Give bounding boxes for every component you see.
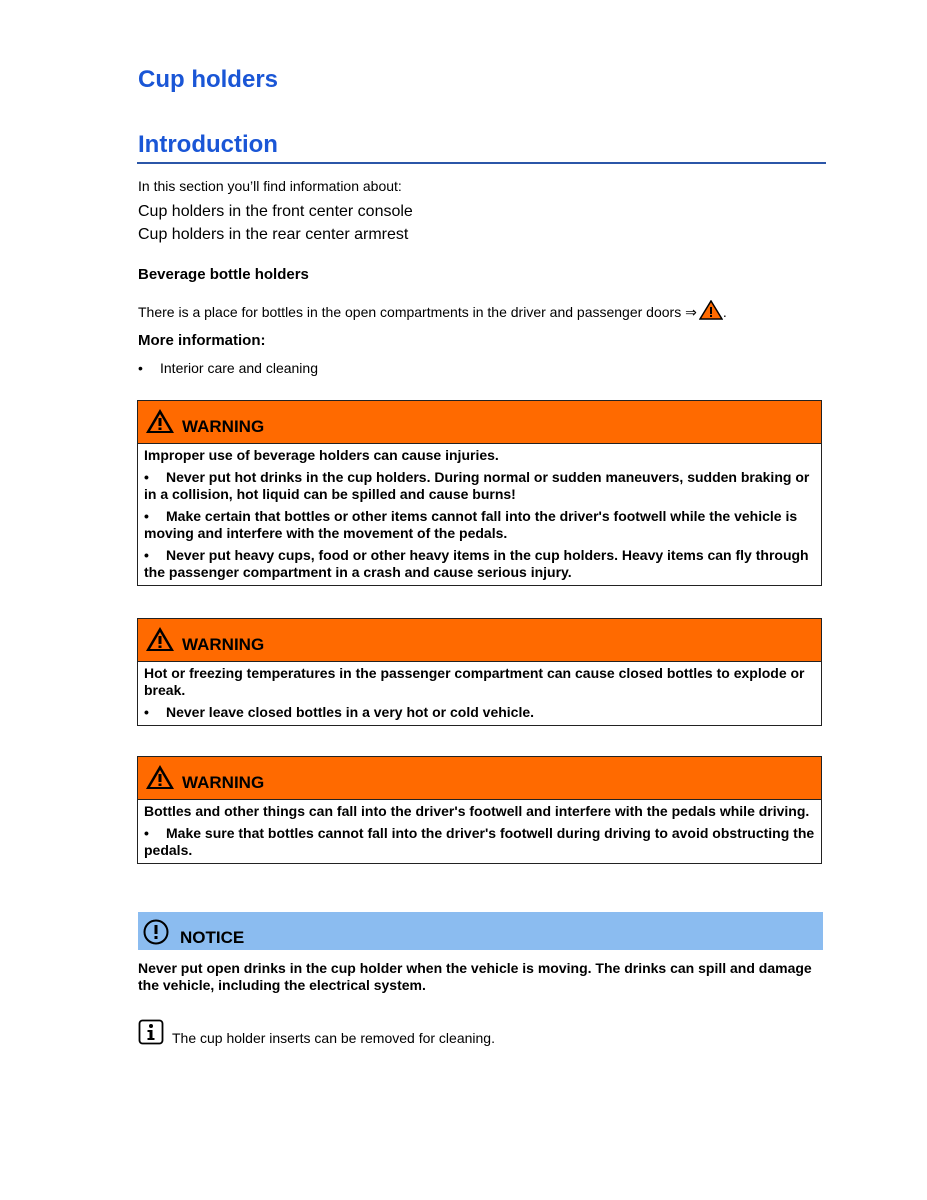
- warning-body: [138, 662, 821, 725]
- warning-body: [138, 444, 821, 585]
- warning-box: [137, 400, 822, 586]
- section-divider: [137, 162, 826, 164]
- page-title: Cup holders: [138, 66, 279, 93]
- warning-item: • Never leave closed bottles in a very hot or cold vehicle.: [144, 704, 535, 720]
- info-note: The cup holder inserts can be removed for cleaning.: [172, 1030, 495, 1046]
- bullet-icon: •: [144, 704, 149, 720]
- warning-item: • Make certain that bottles or other items cannot fall into the driver's footwell while the vehicle is moving and interfere with the movement of the pedals.: [144, 508, 798, 541]
- warning-triangle-icon: [144, 407, 176, 435]
- warning-item: • Make sure that bottles cannot fall into the driver's footwell during driving to avoid obstructing the pedals.: [144, 825, 815, 858]
- exclamation-circle-icon: [142, 918, 170, 946]
- bullet-icon: •: [144, 547, 149, 563]
- warning-header: [138, 619, 821, 662]
- warning-header: [138, 401, 821, 444]
- more-info-heading: More information:: [138, 332, 266, 349]
- warning-body: [138, 800, 821, 863]
- bullet-icon: •: [144, 469, 149, 485]
- notice-text: Never put open drinks in the cup holder when the vehicle is moving. The drinks can spill and damage the vehicle, including the electrical system.: [138, 960, 812, 993]
- bottle-heading: Beverage bottle holders: [138, 266, 309, 283]
- intro-text: In this section you’ll find information about:: [138, 178, 402, 194]
- bottle-text: There is a place for bottles in the open compartments in the driver and passenger doors ⇒: [138, 304, 697, 320]
- warning-label: WARNING: [182, 773, 265, 792]
- warning-reference-icon[interactable]: [699, 300, 723, 320]
- bullet-icon: •: [144, 825, 149, 841]
- warning-header: [138, 757, 821, 800]
- warning-label: WARNING: [182, 635, 265, 654]
- more-info-link[interactable]: Interior care and cleaning: [160, 360, 318, 376]
- bullet-icon: •: [138, 360, 143, 376]
- bullet-icon: •: [144, 508, 149, 524]
- warning-item: • Never put heavy cups, food or other heavy items in the cup holders. Heavy items can fly through the passenger compartment in a crash and cause serious injury.: [144, 547, 809, 580]
- warning-label: WARNING: [182, 417, 265, 436]
- warning-box: [137, 618, 822, 726]
- bottle-text-end: .: [722, 304, 727, 320]
- topic-link-front[interactable]: Cup holders in the front center console: [138, 203, 413, 220]
- warning-item: • Never put hot drinks in the cup holders. During normal or sudden maneuvers, sudden braking or in a collision, hot liquid can be spilled and cause burns!: [144, 469, 810, 502]
- list-item: [138, 360, 318, 376]
- warning-intro: Hot or freezing temperatures in the passenger compartment can cause closed bottles to explode or break.: [144, 665, 805, 698]
- section-title: Introduction: [138, 131, 278, 158]
- notice-label: NOTICE: [180, 928, 245, 947]
- topic-link-rear[interactable]: Cup holders in the rear center armrest: [138, 226, 409, 243]
- notice-header: [138, 912, 823, 950]
- warning-intro: Improper use of beverage holders can cause injuries.: [144, 447, 499, 463]
- bottle-paragraph: [138, 300, 727, 321]
- warning-triangle-icon: [144, 763, 176, 791]
- warning-box: [137, 756, 822, 864]
- info-icon: [138, 1019, 164, 1045]
- warning-intro: Bottles and other things can fall into the driver's footwell and interfere with the pedals while driving.: [144, 803, 810, 819]
- warning-triangle-icon: [144, 625, 176, 653]
